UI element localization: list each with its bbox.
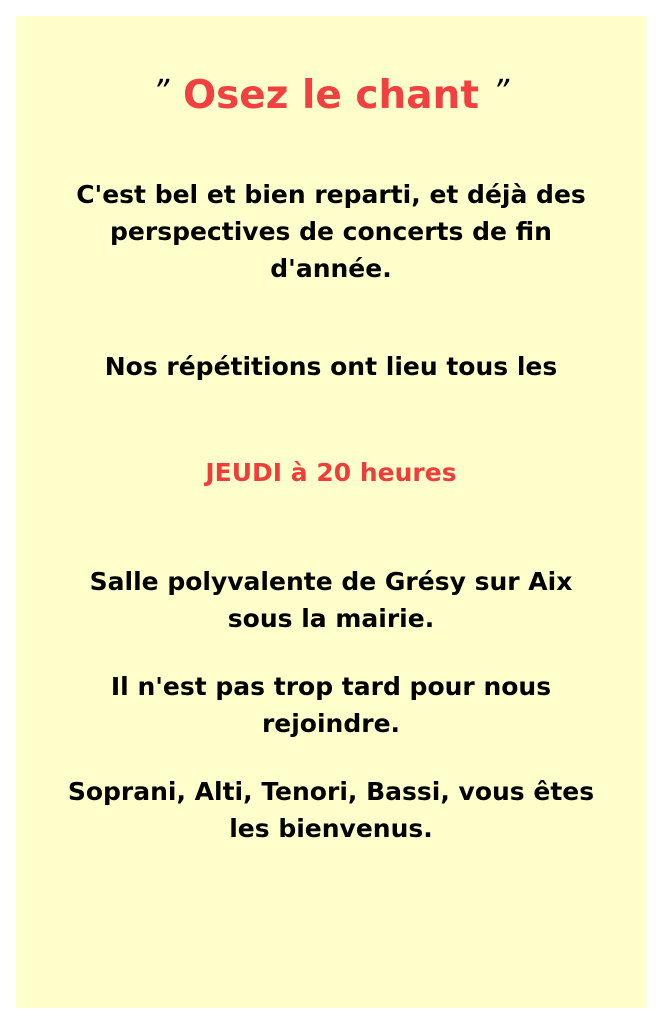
location-line: Salle polyvalente de Grésy sur Aix bbox=[89, 567, 573, 596]
intro-line: perspectives de concerts de fin bbox=[110, 217, 552, 246]
join-line: rejoindre. bbox=[261, 709, 401, 738]
intro-paragraph bbox=[16, 176, 646, 287]
rehearsal-time-line: JEUDI à 20 heures bbox=[205, 458, 457, 487]
page-title bbox=[16, 66, 646, 121]
title-open-quote: ” bbox=[152, 72, 170, 110]
location-line: sous la mairie. bbox=[227, 604, 435, 633]
intro-line: d'année. bbox=[270, 254, 392, 283]
welcome-line: les bienvenus. bbox=[229, 814, 433, 843]
title-text: Osez le chant bbox=[182, 73, 480, 118]
rehearsal-time bbox=[16, 454, 646, 491]
rehearsal-intro-line: Nos répétitions ont lieu tous les bbox=[104, 352, 558, 381]
welcome-paragraph bbox=[16, 773, 646, 847]
title-close-quote: ” bbox=[492, 72, 510, 110]
rehearsal-intro bbox=[16, 348, 646, 385]
location-paragraph bbox=[16, 563, 646, 637]
flyer-panel bbox=[16, 16, 646, 1008]
intro-line: C'est bel et bien reparti, et déjà des bbox=[76, 180, 586, 209]
join-line: Il n'est pas trop tard pour nous bbox=[110, 672, 552, 701]
join-paragraph bbox=[16, 668, 646, 742]
welcome-line: Soprani, Alti, Tenori, Bassi, vous êtes bbox=[67, 777, 595, 806]
